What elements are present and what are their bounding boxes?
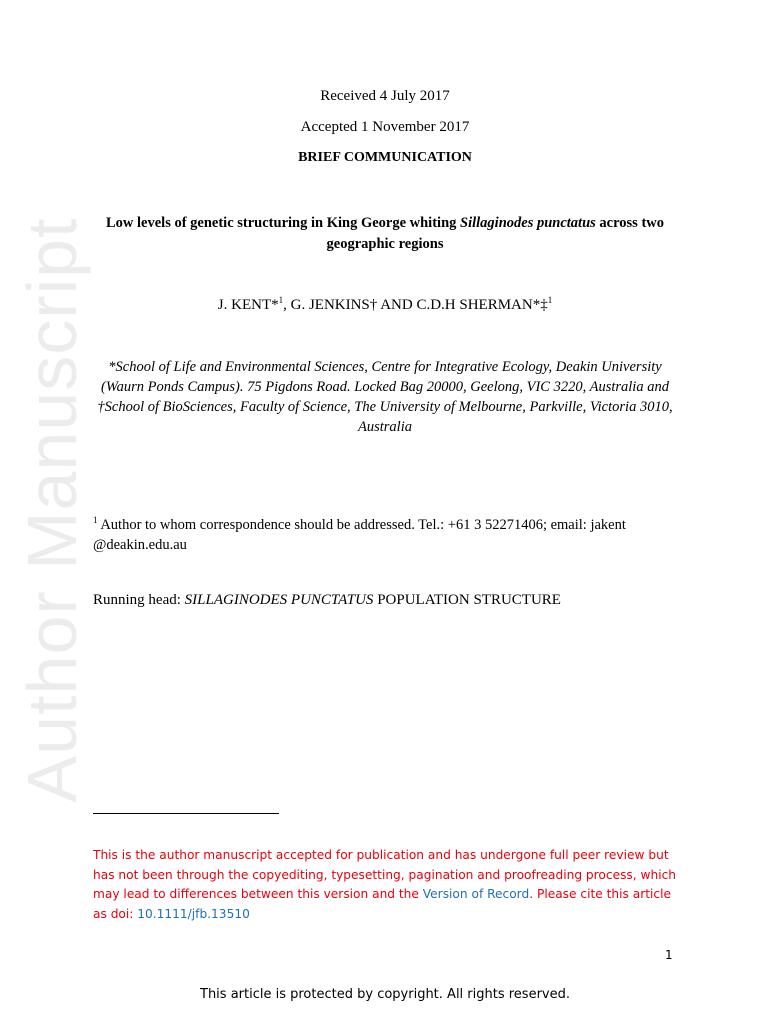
title-species-name: Sillaginodes punctatus	[460, 215, 596, 231]
author-manuscript-watermark: Author Manuscript	[13, 217, 91, 803]
author-kent-footnote-marker: 1	[278, 295, 284, 305]
received-date: Received 4 July 2017	[320, 88, 450, 104]
running-head-rest: POPULATION STRUCTURE	[373, 592, 561, 608]
footnote-divider	[93, 813, 279, 814]
author-sherman-footnote-marker: 1	[547, 295, 553, 305]
version-of-record-link[interactable]: Version of Record	[422, 887, 530, 901]
correspondence-text: Author to whom correspondence should be addressed. Tel.: +61 3 52271406; email: jakent @deakin.edu.au	[93, 516, 626, 553]
notice-text: This is the author manuscript accepted for publication and has undergone full peer review but has not been through the copyediting, typesetting, pagination and proofreading process, which may lead to differences between this version and the	[93, 848, 677, 901]
correspondence-marker: 1	[93, 515, 98, 525]
page-number: 1	[665, 948, 673, 962]
running-head-species: SILLAGINODES PUNCTATUS	[184, 592, 374, 608]
title-part-2: across two geographic regions	[326, 215, 664, 252]
author-jenkins-sherman: , G. JENKINS† AND C.D.H SHERMAN*‡	[283, 297, 548, 313]
copyright-footer: This article is protected by copyright. All rights reserved.	[200, 987, 570, 1002]
title-part-1: Low levels of genetic structuring in King George whiting	[106, 215, 461, 231]
author-affiliations: *School of Life and Environmental Sciences, Centre for Integrative Ecology, Deakin University (Waurn Ponds Campus). 75 Pigdons Road. Locked Bag 20000, Geelong, VIC 3220, Australia and †School of BioSciences, Faculty of Science, The University of Melbourne, Parkville, Victoria 3010, Australia	[97, 359, 673, 435]
article-title	[90, 213, 680, 255]
manuscript-notice	[93, 846, 683, 924]
running-head	[93, 592, 561, 609]
correspondence-note	[93, 510, 678, 555]
author-list	[0, 295, 770, 314]
doi-link[interactable]: 10.1111/jfb.13510	[137, 906, 250, 921]
article-type-label: BRIEF COMMUNICATION	[298, 150, 472, 165]
notice-text-2: . Please cite this article as doi:	[93, 887, 671, 921]
running-head-label: Running head:	[93, 592, 185, 608]
accepted-date: Accepted 1 November 2017	[300, 119, 470, 135]
author-kent: J. KENT*	[217, 297, 279, 313]
